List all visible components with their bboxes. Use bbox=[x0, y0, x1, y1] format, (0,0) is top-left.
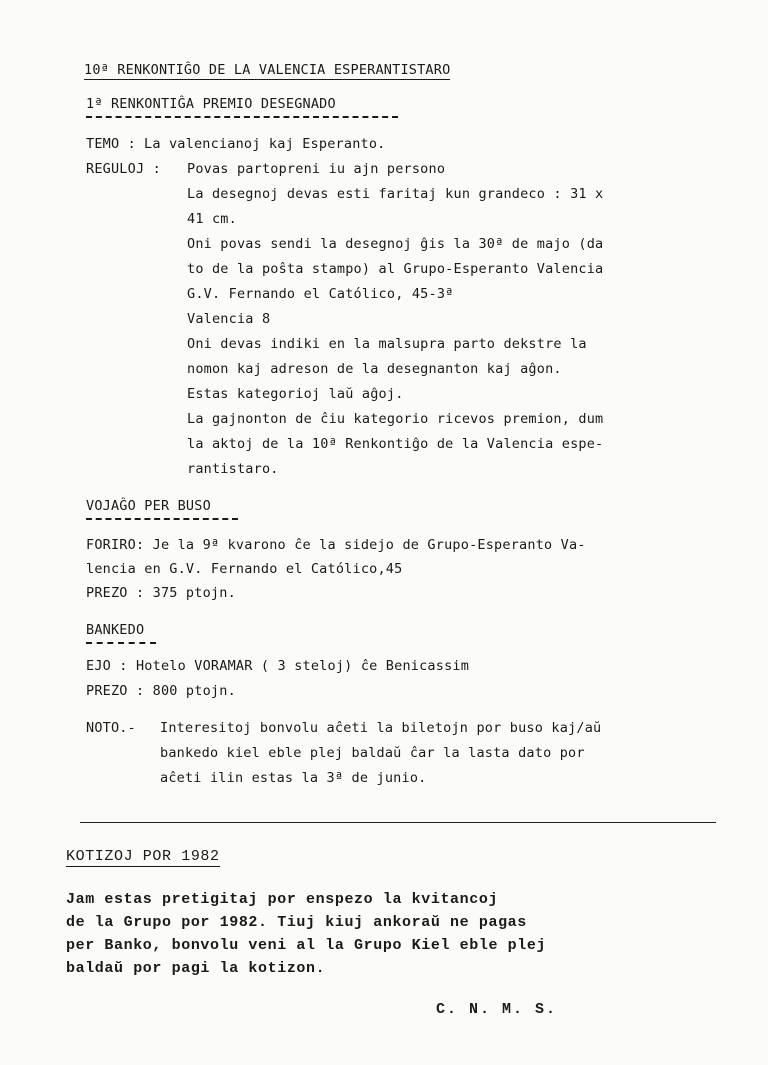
dues-line: per Banko, bonvolu veni al la Grupo Kiel eble plej bbox=[66, 937, 547, 954]
note-line: Interesitoj bonvolu aĉeti la biletojn por buso kaj/aŭ bbox=[160, 720, 602, 736]
subtitle-underline bbox=[86, 116, 398, 118]
banquet-price: PREZO : 800 ptojn. bbox=[86, 683, 236, 699]
rule-line: Oni devas indiki en la malsupra parto dekstre la bbox=[187, 336, 587, 352]
foriro-line: FORIRO: Je la 9ª kvarono ĉe la sidejo de Grupo-Esperanto Va- bbox=[86, 537, 586, 553]
reguloj-label: REGULOJ : bbox=[86, 161, 161, 177]
rule-line: rantistaro. bbox=[187, 461, 279, 477]
rule-line: G.V. Fernando el Católico, 45-3ª bbox=[187, 286, 454, 302]
voyage-underline bbox=[86, 518, 238, 520]
banquet-underline bbox=[86, 642, 156, 644]
temo-label: TEMO : bbox=[86, 136, 136, 152]
banquet-venue: EJO : Hotelo VORAMAR ( 3 steloj) ĉe Benicassim bbox=[86, 658, 470, 674]
rule-line: Povas partopreni iu ajn persono bbox=[187, 161, 446, 177]
main-title: 10ª RENKONTIĜO DE LA VALENCIA ESPERANTISTARO bbox=[84, 62, 451, 78]
note-line: aĉeti ilin estas la 3ª de junio. bbox=[160, 770, 427, 786]
subtitle: 1ª RENKONTIĜA PREMIO DESEGNADO bbox=[86, 96, 336, 112]
voyage-price: PREZO : 375 ptojn. bbox=[86, 585, 236, 601]
note-line: bankedo kiel eble plej baldaŭ ĉar la lasta dato por bbox=[160, 745, 585, 761]
rule-line: La desegnoj devas esti faritaj kun grandeco : 31 x bbox=[187, 186, 604, 202]
dues-heading: KOTIZOJ POR 1982 bbox=[66, 848, 220, 865]
dues-line: Jam estas pretigitaj por enspezo la kvitancoj bbox=[66, 891, 499, 908]
dues-line: de la Grupo por 1982. Tiuj kiuj ankoraŭ ne pagas bbox=[66, 914, 527, 931]
rule-line: to de la poŝta stampo) al Grupo-Esperanto Valencia bbox=[187, 261, 604, 277]
voyage-heading: VOJAĜO PER BUSO bbox=[86, 498, 211, 514]
rule-line: Oni povas sendi la desegnoj ĝis la 30ª de majo (da bbox=[187, 236, 604, 252]
rule-line: la aktoj de la 10ª Renkontiĝo de la Valencia espe- bbox=[187, 436, 604, 452]
rule-line: Estas kategorioj laŭ aĝoj. bbox=[187, 386, 404, 402]
foriro-line: lencia en G.V. Fernando el Católico,45 bbox=[86, 561, 403, 577]
temo-text: La valencianoj kaj Esperanto. bbox=[144, 136, 386, 152]
banquet-heading: BANKEDO bbox=[86, 622, 145, 638]
section-divider bbox=[80, 822, 716, 823]
rule-line: Valencia 8 bbox=[187, 311, 271, 327]
rule-line: 41 cm. bbox=[187, 211, 237, 227]
rule-line: La gajnonton de ĉiu kategorio ricevos premion, dum bbox=[187, 411, 604, 427]
bleed-through-text bbox=[390, 100, 397, 114]
note-label: NOTO.- bbox=[86, 720, 136, 736]
dues-line: baldaŭ por pagi la kotizon. bbox=[66, 960, 326, 977]
rule-line: nomon kaj adreson de la desegnanton kaj aĝon. bbox=[187, 361, 562, 377]
signature: C. N. M. S. bbox=[436, 1001, 558, 1018]
